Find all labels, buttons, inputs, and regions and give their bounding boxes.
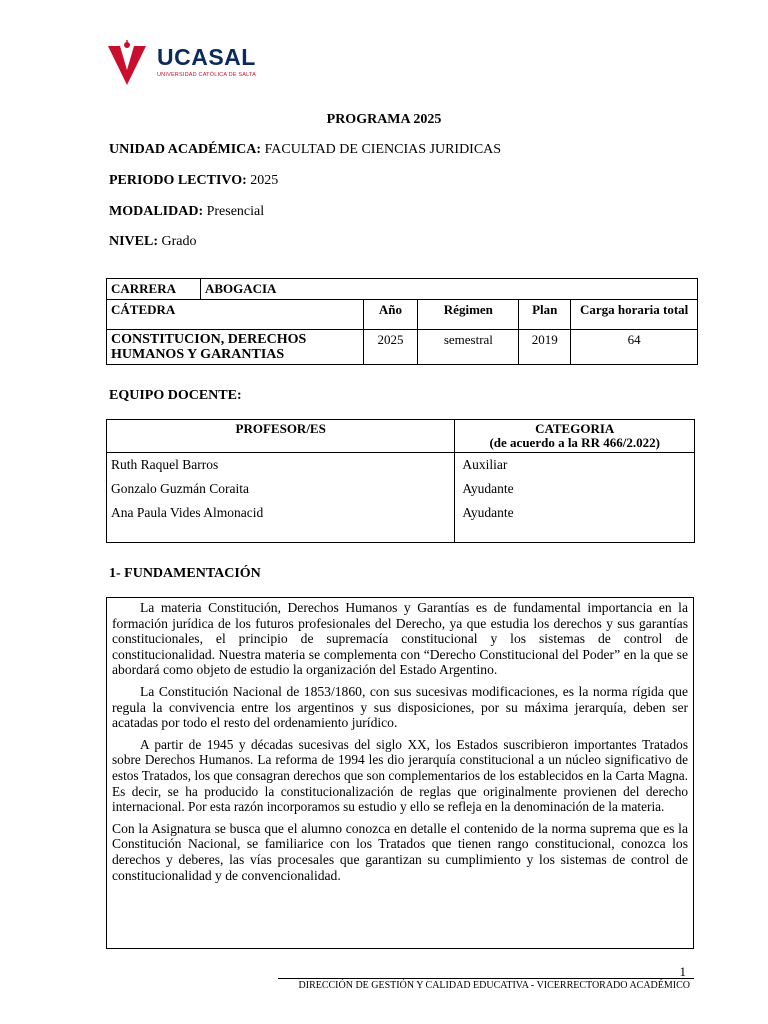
equipo-heading: EQUIPO DOCENTE: [109,388,242,403]
member-name: Ruth Raquel Barros [111,457,219,472]
logo-wordmark: UCASAL [157,44,256,70]
modalidad [109,204,264,220]
header-plan: Plan [519,300,571,330]
fundamentacion-paragraph: La materia Constitución, Derechos Humanos y Garantías es de fundamental importancia en la formación jurídica de los futuros profesionales del Derecho, ya que estudia los derechos y sus garantías constitucionales, el principio de supremacía constitucional y los sistemas de control de constitucionalidad. Nuestra materia se complementa con “Derecho Constitucional del Poder” en la que se abordará como objeto de estudio la organización del Estado Argentino. [112,600,688,678]
modalidad-label: MODALIDAD: [109,204,204,219]
member-name: Ana Paula Vides Almonacid [111,505,264,520]
header-carga: Carga horaria total [571,300,698,330]
course-table [106,278,698,365]
header-anio: Año [363,300,418,330]
periodo-label: PERIODO LECTIVO: [109,173,247,188]
modalidad-value: Presencial [206,204,265,219]
catedra-value: CONSTITUCION, DERECHOS HUMANOS Y GARANTIAS [107,330,364,365]
anio-value: 2025 [363,330,418,365]
fundamentacion-paragraph: La Constitución Nacional de 1853/1860, con sus sucesivas modificaciones, es la norma rígida que regula la convivencia entre los argentinos y sus disposiciones, por su máxima jerarquía, deben ser acatadas por todo el resto del ordenamiento jurídico. [112,683,688,731]
member-category: Ayudante [462,481,514,496]
unidad-academica [109,142,501,158]
unidad-value: FACULTAD DE CIENCIAS JURIDICAS [264,142,502,157]
course-data-row [107,330,698,365]
members-categories [455,453,695,543]
ucasal-shield-icon [107,40,147,86]
logo-subtitle: UNIVERSIDAD CATÓLICA DE SALTA [157,72,257,78]
fundamentacion-paragraph: A partir de 1945 y décadas sucesivas del siglo XX, los Estados suscribieron importantes Tratados sobre Derechos Humanos. La reforma de 1994 les dio jerarquía constitucional a un núcleo significativo de estos Tratados, los que consagran derechos que son complementarios de los establecidos en la Carta Magna. Es decir, se ha producido la constitucionalización de reglas que originalmente provienen del derecho internacional. Por esta razón incorporamos su estudio y ello se refleja en la denominación de la materia. [112,736,688,815]
unidad-label: UNIDAD ACADÉMICA: [109,142,262,157]
header-catedra: CÁTEDRA [107,300,364,330]
header-categoria [455,420,695,453]
periodo-lectivo [109,173,278,189]
course-header-row [107,300,698,330]
footer-divider [278,978,694,979]
fundamentacion-box [106,597,694,949]
regimen-value: semestral [418,330,519,365]
member-name: Gonzalo Guzmán Coraita [111,481,249,496]
equipo-members-row [107,453,695,543]
nivel [109,234,197,250]
carrera-row [107,279,698,300]
plan-value: 2019 [519,330,571,365]
categoria-subtitle: (de acuerdo a la RR 466/2.022) [489,435,660,450]
member-category: Ayudante [462,505,514,520]
fundamentacion-paragraph: Con la Asignatura se busca que el alumno conozca en detalle el contenido de la norma suprema que es la Constitución Nacional, se familiarice con los Tratados que tienen rango constitucional, conozca los derechos y deberes, las vías procesales que garantizan su cumplimiento y los sistemas de control de constitucionalidad y de convencionalidad. [112,820,688,883]
header-regimen: Régimen [418,300,519,330]
carrera-label: CARRERA [107,279,201,300]
nivel-label: NIVEL: [109,234,159,249]
nivel-value: Grado [161,234,197,249]
categoria-title: CATEGORIA [535,421,615,436]
page-title: PROGRAMA 2025 [326,112,442,127]
members-names [107,453,455,543]
ucasal-logo [107,40,267,86]
carga-value: 64 [571,330,698,365]
page-number: 1 [679,964,686,979]
equipo-table [106,419,695,543]
footer-text: DIRECCIÓN DE GESTIÓN Y CALIDAD EDUCATIVA - VICERRECTORADO ACADÉMICO [298,980,690,991]
header-profesores: PROFESOR/ES [107,420,455,453]
equipo-header-row [107,420,695,453]
member-category: Auxiliar [462,457,508,472]
periodo-value: 2025 [250,173,279,188]
fundamentacion-heading: 1- FUNDAMENTACIÓN [109,566,261,581]
carrera-value: ABOGACIA [200,279,697,300]
